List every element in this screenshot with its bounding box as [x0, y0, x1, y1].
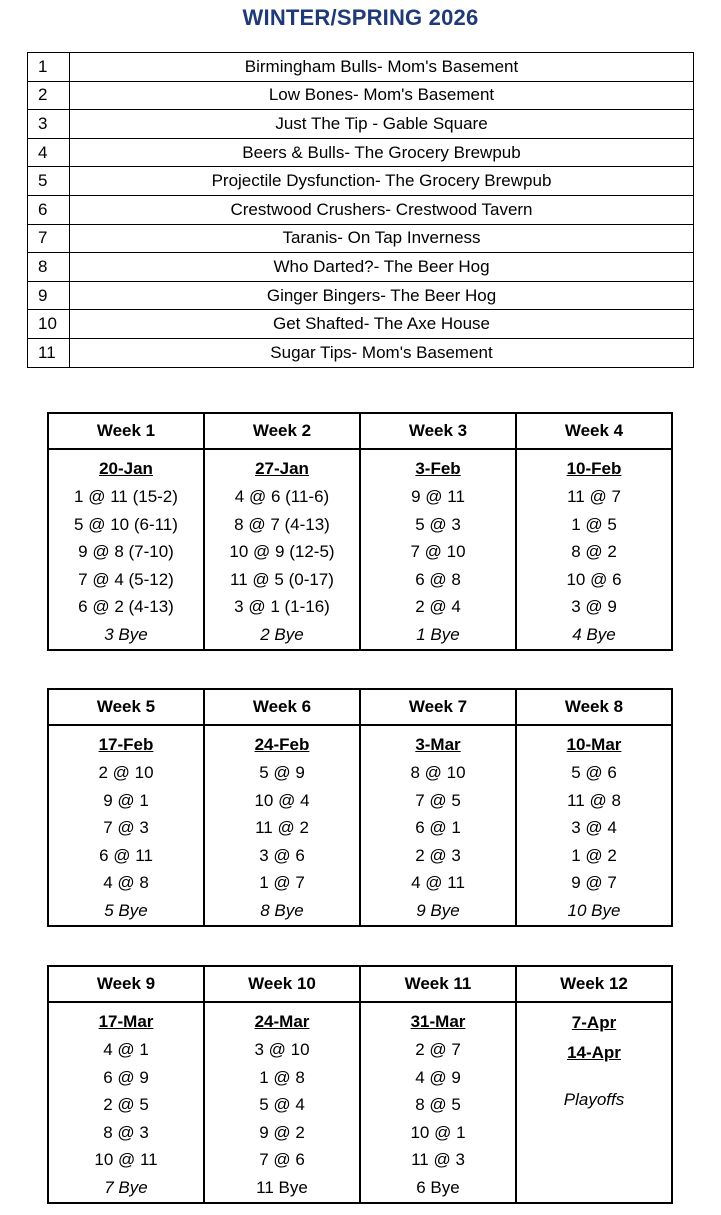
team-name: Sugar Tips- Mom's Basement [70, 338, 694, 367]
game: 4 @ 1 [103, 1040, 149, 1059]
week-date: 17-Mar [98, 1012, 154, 1031]
game: 3 @ 9 [571, 597, 617, 616]
week-cell [516, 725, 672, 926]
game: 11 @ 2 [255, 818, 309, 837]
game: 2 @ 10 [98, 763, 154, 782]
week-date: 31-Mar [410, 1012, 466, 1031]
team-row [28, 338, 694, 367]
team-number: 3 [28, 110, 70, 139]
game: 6 @ 8 [415, 569, 461, 589]
week-cell [204, 725, 360, 926]
game: 10 @ 1 [410, 1122, 466, 1142]
team-name: Who Darted?- The Beer Hog [70, 253, 694, 282]
team-row [28, 138, 694, 167]
game: 7 @ 6 [259, 1150, 305, 1169]
week-header: Week 9 [48, 966, 204, 1002]
team-number: 11 [28, 338, 70, 367]
team-row [28, 53, 694, 82]
team-number: 2 [28, 81, 70, 110]
week-date: 24-Mar [254, 1012, 310, 1031]
game: 4 @ 11 [411, 873, 465, 892]
game: 1 @ 5 [571, 514, 617, 534]
game: 8 @ 10 [410, 763, 466, 782]
game: 8 @ 2 [571, 542, 617, 561]
team-row [28, 224, 694, 253]
schedule-table-weeks-9-12 [47, 965, 673, 1204]
game: 7 @ 4 (5-12) [78, 569, 174, 589]
page-title: WINTER/SPRING 2026 [242, 5, 479, 30]
bye-team: 11 Bye [256, 1177, 308, 1197]
bye-team: 6 Bye [416, 1177, 460, 1197]
game: 3 @ 6 [259, 845, 305, 865]
team-row [28, 195, 694, 224]
game: 7 @ 10 [410, 542, 466, 561]
game: 2 @ 7 [415, 1040, 461, 1059]
week-cell [204, 1002, 360, 1203]
game: 5 @ 6 [571, 763, 617, 782]
game: 6 @ 9 [103, 1067, 149, 1087]
game: 9 @ 8 (7-10) [78, 542, 174, 561]
game: 8 @ 3 [103, 1122, 149, 1142]
team-row [28, 310, 694, 339]
playoffs-note: Playoffs [563, 1090, 625, 1109]
bye-team: 2 Bye [260, 624, 304, 644]
game: 10 @ 11 [94, 1150, 158, 1169]
week-cell [360, 1002, 516, 1203]
game: 9 @ 2 [259, 1122, 305, 1142]
team-number: 7 [28, 224, 70, 253]
week-header: Week 1 [48, 413, 204, 449]
bye-team: 5 Bye [104, 900, 148, 920]
bye-team: 10 Bye [567, 900, 621, 920]
game: 9 @ 11 [411, 487, 465, 506]
game: 6 @ 1 [415, 818, 461, 837]
team-number: 6 [28, 195, 70, 224]
game: 1 @ 8 [259, 1067, 305, 1087]
schedule-table-weeks-5-8 [47, 688, 673, 927]
game: 3 @ 10 [254, 1040, 310, 1059]
week-cell [516, 1002, 672, 1203]
game: 4 @ 6 (11-6) [234, 487, 330, 506]
week-header: Week 5 [48, 689, 204, 725]
game: 4 @ 8 [103, 873, 149, 892]
week-date: 27-Jan [255, 459, 309, 478]
game: 7 @ 3 [103, 818, 149, 837]
game: 2 @ 3 [415, 845, 461, 865]
team-name: Taranis- On Tap Inverness [70, 224, 694, 253]
game: 5 @ 9 [259, 763, 305, 782]
game: 11 @ 5 (0-17) [230, 569, 334, 589]
week-date: 7-Apr [571, 1013, 617, 1032]
game: 4 @ 9 [415, 1067, 461, 1087]
game: 3 @ 1 (1-16) [234, 597, 330, 616]
bye-team: 3 Bye [104, 624, 148, 644]
week-cell [48, 1002, 204, 1203]
game: 1 @ 7 [259, 873, 305, 892]
game: 10 @ 6 [566, 569, 622, 589]
bye-team: 1 Bye [416, 624, 460, 644]
game: 7 @ 5 [415, 790, 461, 810]
team-name: Get Shafted- The Axe House [70, 310, 694, 339]
team-number: 10 [28, 310, 70, 339]
game: 1 @ 2 [571, 845, 617, 865]
team-row [28, 167, 694, 196]
bye-team: 8 Bye [260, 900, 304, 920]
bye-team: 4 Bye [572, 624, 616, 644]
week-date: 3-Mar [415, 735, 461, 754]
week-date: 3-Feb [415, 459, 461, 478]
game: 6 @ 2 (4-13) [78, 597, 174, 616]
week-cell [48, 449, 204, 650]
week-header: Week 10 [204, 966, 360, 1002]
team-row [28, 110, 694, 139]
bye-team: 7 Bye [104, 1177, 148, 1197]
team-name: Birmingham Bulls- Mom's Basement [70, 53, 694, 82]
game: 8 @ 7 (4-13) [234, 514, 330, 534]
week-cell [360, 449, 516, 650]
game: 1 @ 11 (15-2) [74, 487, 178, 506]
team-name: Beers & Bulls- The Grocery Brewpub [70, 138, 694, 167]
team-name: Ginger Bingers- The Beer Hog [70, 281, 694, 310]
week-header: Week 8 [516, 689, 672, 725]
week-header: Week 4 [516, 413, 672, 449]
week-date: 20-Jan [99, 459, 153, 478]
week-header: Week 6 [204, 689, 360, 725]
schedule-table-weeks-1-4 [47, 412, 673, 651]
week-date: 14-Apr [567, 1043, 621, 1062]
team-number: 1 [28, 53, 70, 82]
teams-table [27, 52, 694, 368]
week-cell [516, 449, 672, 650]
team-number: 5 [28, 167, 70, 196]
week-header: Week 2 [204, 413, 360, 449]
game: 8 @ 5 [415, 1095, 461, 1114]
week-cell [48, 725, 204, 926]
game: 2 @ 4 [415, 597, 461, 616]
week-header: Week 7 [360, 689, 516, 725]
team-name: Crestwood Crushers- Crestwood Tavern [70, 195, 694, 224]
game: 10 @ 4 [254, 790, 310, 810]
team-name: Just The Tip - Gable Square [70, 110, 694, 139]
week-cell [360, 725, 516, 926]
team-number: 8 [28, 253, 70, 282]
week-date: 10-Feb [566, 459, 622, 478]
week-header: Week 3 [360, 413, 516, 449]
week-cell [204, 449, 360, 650]
game: 5 @ 4 [259, 1095, 305, 1114]
bye-team: 9 Bye [416, 900, 460, 920]
team-row [28, 81, 694, 110]
game: 11 @ 7 [567, 487, 621, 506]
game: 6 @ 11 [99, 845, 153, 865]
game: 5 @ 10 (6-11) [74, 514, 178, 534]
team-number: 9 [28, 281, 70, 310]
team-name: Projectile Dysfunction- The Grocery Brewpub [70, 167, 694, 196]
week-date: 24-Feb [254, 735, 310, 754]
game: 3 @ 4 [571, 818, 617, 837]
game: 9 @ 1 [103, 790, 149, 810]
team-number: 4 [28, 138, 70, 167]
game: 11 @ 8 [567, 790, 621, 810]
game: 5 @ 3 [415, 514, 461, 534]
team-row [28, 281, 694, 310]
game: 9 @ 7 [571, 873, 617, 892]
game: 10 @ 9 (12-5) [229, 542, 335, 561]
game: 2 @ 5 [103, 1095, 149, 1114]
team-row [28, 253, 694, 282]
team-name: Low Bones- Mom's Basement [70, 81, 694, 110]
game: 11 @ 3 [411, 1150, 465, 1169]
week-date: 17-Feb [98, 735, 154, 754]
week-header: Week 11 [360, 966, 516, 1002]
week-header: Week 12 [516, 966, 672, 1002]
week-date: 10-Mar [566, 735, 622, 754]
